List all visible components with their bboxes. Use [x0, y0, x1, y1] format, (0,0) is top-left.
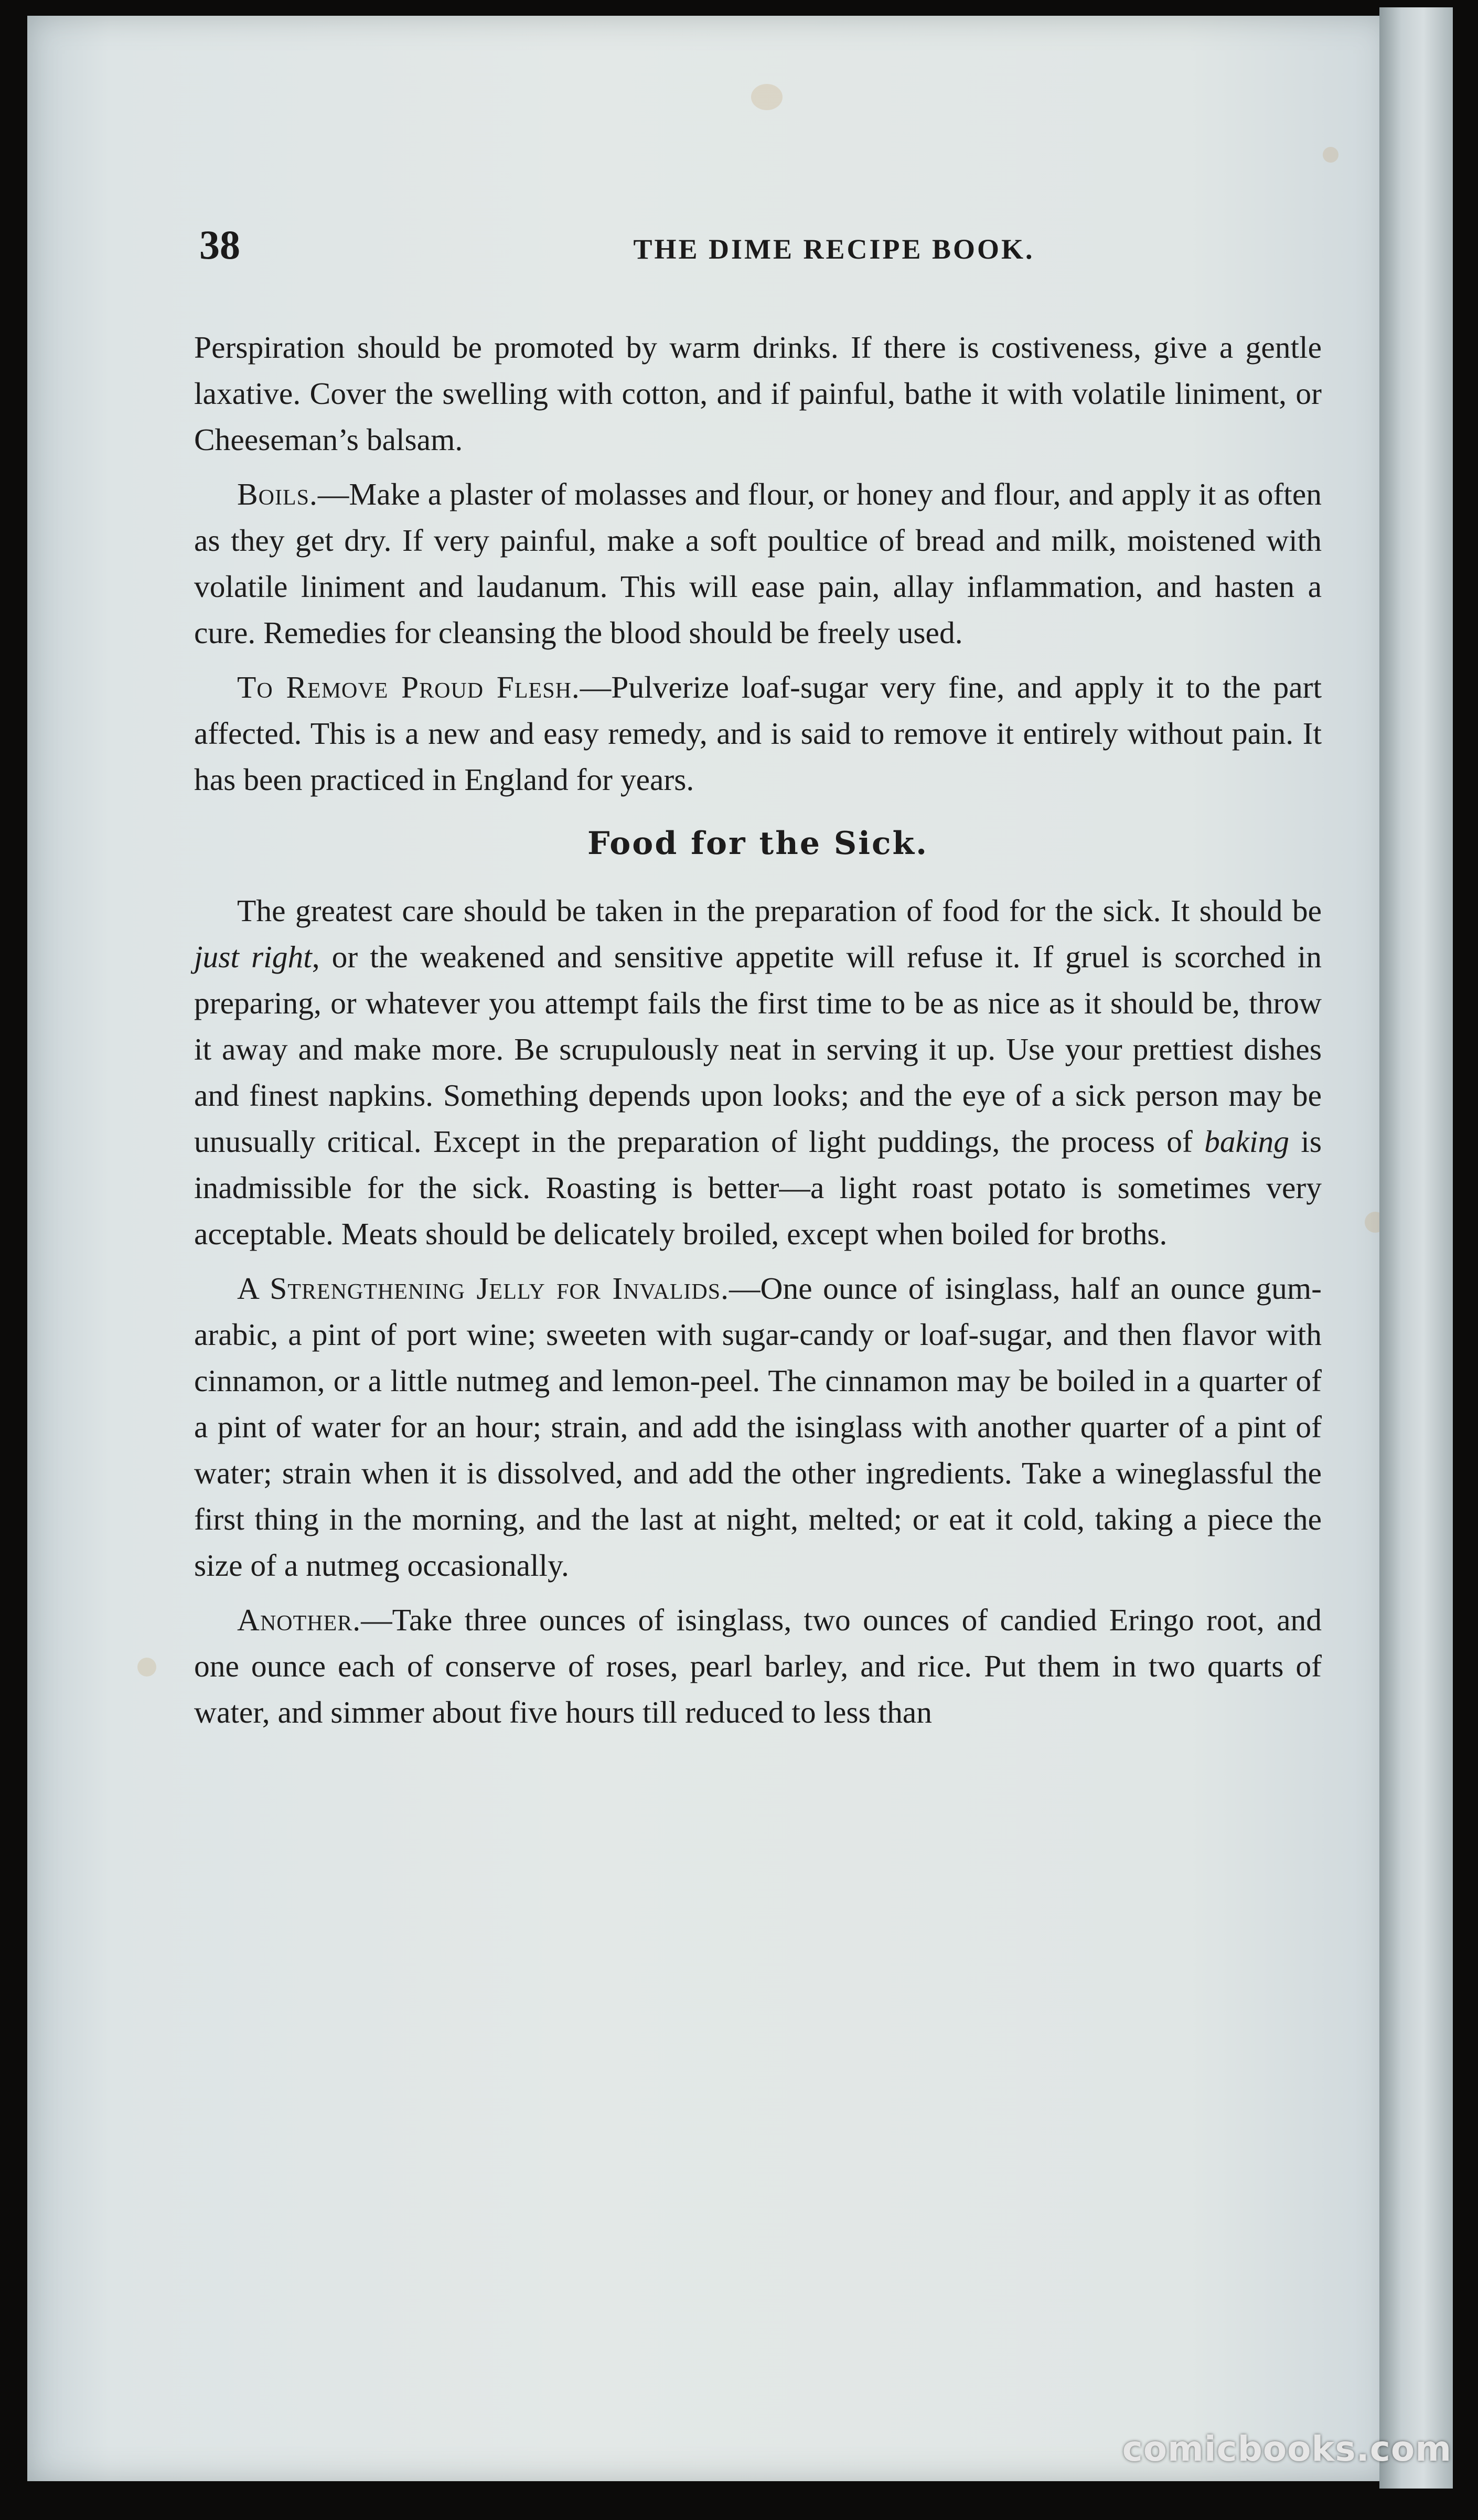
paragraph-text: —One ounce of isinglass, half an ounce gum-arabic, a pint of port wine; sweeten with sugar-candy or loaf-sugar, and then flavor with cinnamon, or a little nutmeg and lemon-peel. The cinnamon may be boiled in a quarter of a pint of water for an hour; strain, and add the isinglass with another quarter of a pint of water; strain when it is dissolved, and add the other ingredients. Take a wineglassful the first thing in the morning, and the last at night, melted; or eat it cold, taking a piece the size of a nutmeg occasionally.	[194, 1271, 1322, 1583]
page-body	[194, 324, 1322, 1744]
recipe-heading: Boils.	[237, 477, 318, 511]
foxing-spot	[137, 1658, 156, 1677]
section-title: Food for the Sick.	[587, 825, 929, 862]
recipe-heading: Another.	[237, 1603, 361, 1637]
running-head: THE DIME RECIPE BOOK.	[633, 233, 1035, 265]
paragraph-another	[194, 1597, 1322, 1735]
paragraph-text: —Pulverize loaf-sugar very fine, and apply it to the part affected. This is a new and easy remedy, and is said to remove it entirely without pain. It has been practiced in England for years.	[194, 670, 1322, 797]
paragraph-text: The greatest care should be taken in the preparation of food for the sick. It should be	[237, 893, 1322, 928]
foxing-spot	[1323, 147, 1338, 163]
foxing-spot	[751, 84, 783, 110]
page-header	[199, 221, 1311, 279]
paragraph-text: , or the weakened and sensitive appetite will refuse it. If gruel is scorched in preparing, or whatever you attempt fails the first time to be as nice as it should be, throw it away and make more. Be scrupulously neat in serving it up. Use your prettiest dishes and finest napkins. Something depends upon looks; and the eye of a sick person may be unusually critical. Except in the preparation of light puddings, the process of	[194, 939, 1322, 1159]
paragraph-text: is inadmissible for the sick. Roasting is better—a light roast potato is sometimes very acceptable. Meats should be delicately broiled, except when boiled for broths.	[194, 1124, 1322, 1251]
page-number: 38	[199, 222, 240, 268]
paragraph-boils	[194, 471, 1322, 656]
paragraph-text: —Take three ounces of isinglass, two ounces of candied Eringo root, and one ounce each of conserve of roses, pearl barley, and rice. Put them in two quarts of water, and simmer about five hours till reduced to less than	[194, 1603, 1322, 1729]
paragraph-strengthening-jelly	[194, 1265, 1322, 1588]
recipe-heading: A Strengthening Jelly for Invalids.	[237, 1271, 729, 1306]
paragraph-perspiration	[194, 324, 1322, 463]
paragraph-proud-flesh	[194, 664, 1322, 803]
paragraph-text: Perspiration should be promoted by warm drinks. If there is costiveness, give a gentle laxative. Cover the swelling with cotton, and if painful, bathe it with volatile liniment, or Cheeseman’s balsam.	[194, 330, 1322, 457]
emphasis-text: baking	[1204, 1124, 1290, 1159]
emphasis-text: just right	[194, 939, 312, 974]
paragraph-text: —Make a plaster of molasses and flour, or honey and flour, and apply it as often as they get dry. If very painful, make a soft poultice of bread and milk, moistened with volatile liniment and laudanum. This will ease pain, allay inflammation, and hasten a cure. Remedies for cleansing the blood should be freely used.	[194, 477, 1322, 650]
page-edge	[1379, 7, 1453, 2489]
watermark: comicbooks.com	[1122, 2429, 1452, 2469]
recipe-heading: To Remove Proud Flesh.	[237, 670, 580, 704]
paragraph-food-care	[194, 888, 1322, 1257]
